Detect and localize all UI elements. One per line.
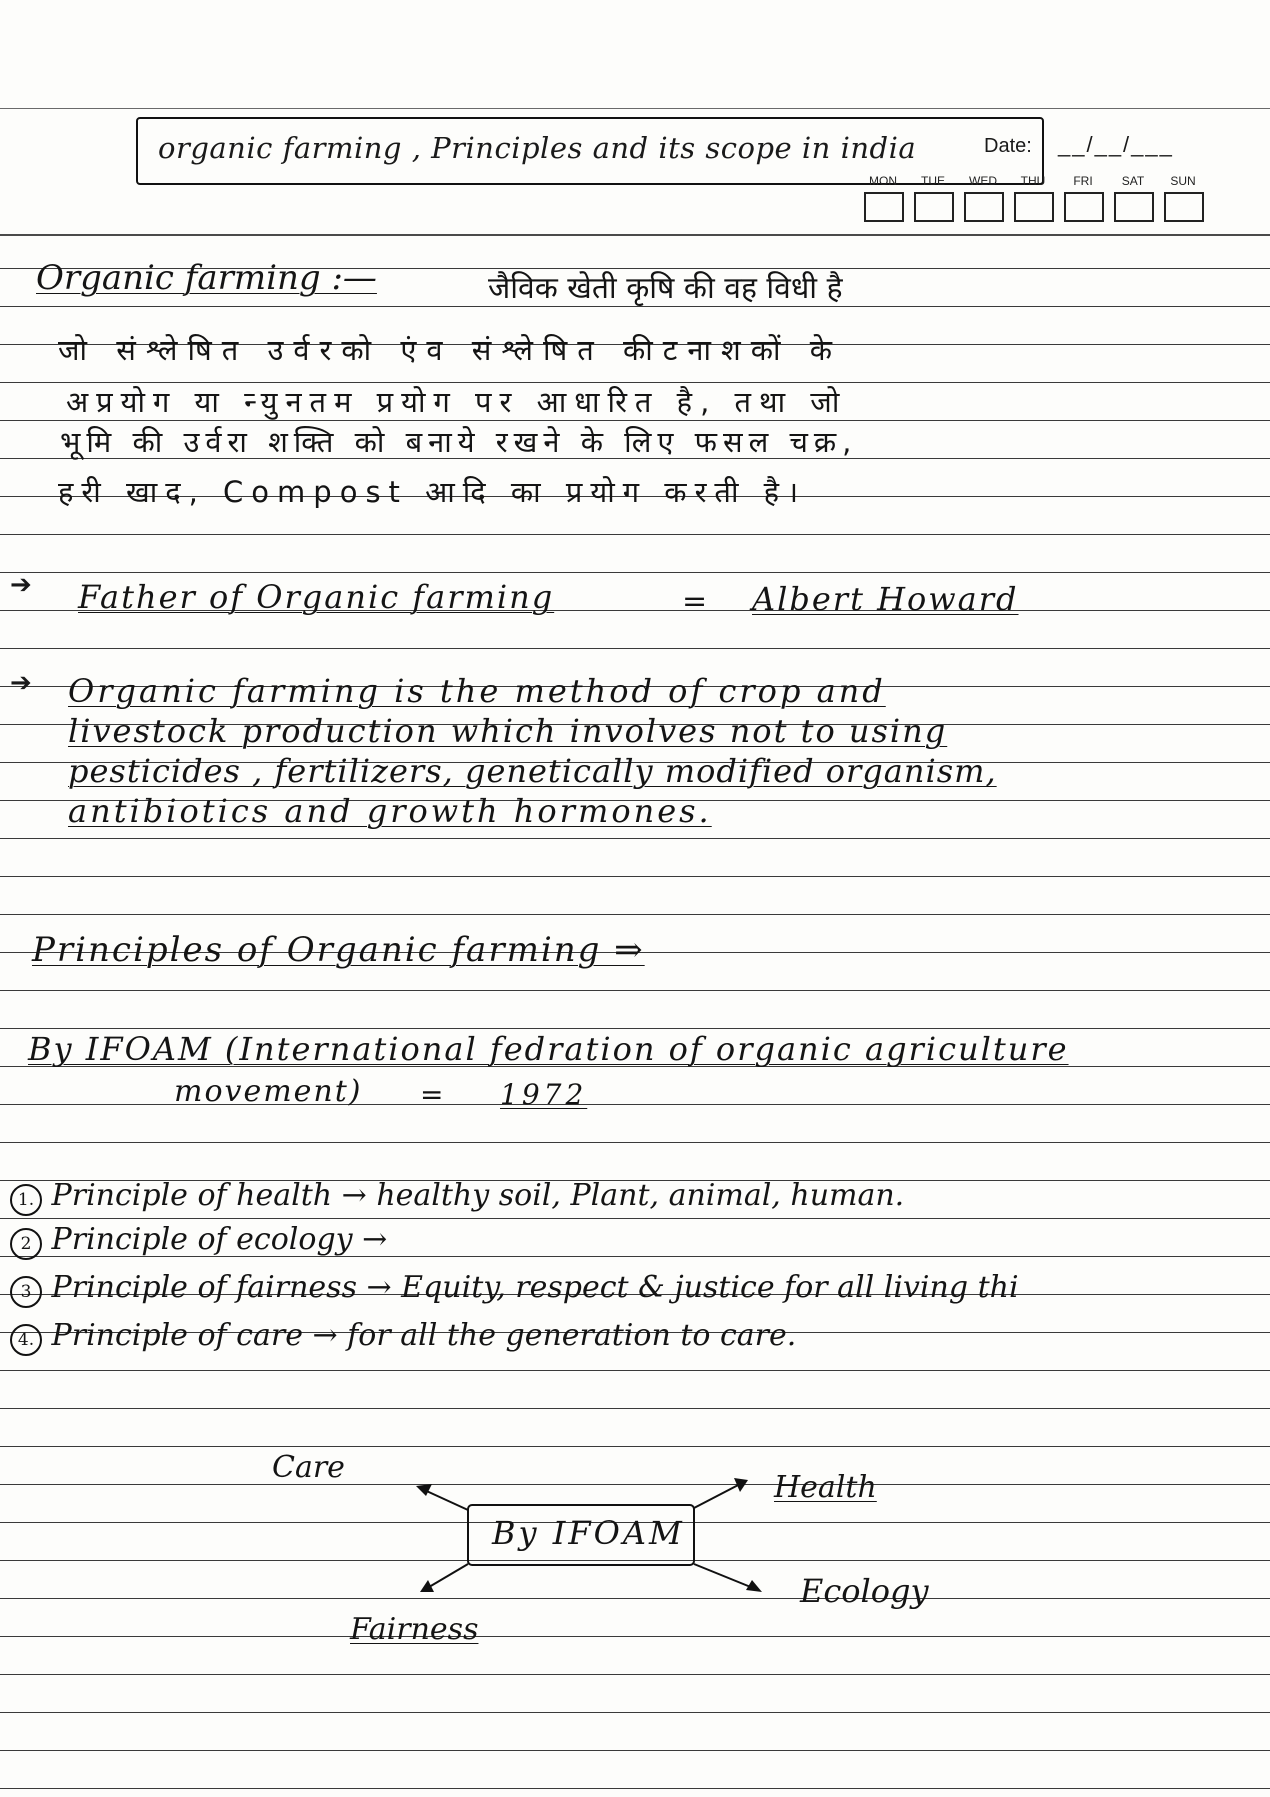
day-label-sun: SUN <box>1170 174 1196 188</box>
principle-number: 4. <box>10 1324 42 1356</box>
method-line: Organic farming is the method of crop and <box>68 672 886 710</box>
definition-line: जो संश्लेषित उर्वरको एंव संश्लेषित कीटनाशकों के <box>58 333 842 367</box>
date-label: Date: <box>984 135 1032 157</box>
arrowhead-ecology-icon <box>746 1580 762 1592</box>
day-label-fri: FRI <box>1073 174 1093 188</box>
ifoam-equals: = <box>420 1078 444 1111</box>
father-label: Father of Organic farming <box>78 578 555 616</box>
principle-text: Principle of health → healthy soil, Plant, animal, human. <box>51 1178 905 1213</box>
diagram-ecology-label: Ecology <box>800 1572 929 1610</box>
bullet-arrow-icon: ➔ <box>10 570 32 600</box>
day-label-thu: THU <box>1020 174 1046 188</box>
method-line: livestock production which involves not to using <box>68 712 948 750</box>
date-field: __/__/___ <box>1058 132 1174 157</box>
day-label-mon: MON <box>869 174 897 188</box>
principle-number: 3 <box>10 1276 42 1308</box>
definition-line: भूमि की उर्वरा शक्ति को बनाये रखने के लिए फसल चक्र, <box>60 425 858 459</box>
day-label-sat: SAT <box>1121 174 1145 188</box>
definition-heading: Organic farming :— <box>36 258 377 298</box>
principle-number: 1. <box>10 1184 42 1216</box>
father-equals: = <box>682 584 708 619</box>
diagram-health-label: Health <box>774 1470 877 1505</box>
day-label-tue: TUE <box>921 174 945 188</box>
ifoam-movement: movement) <box>174 1074 363 1109</box>
method-line: antibiotics and growth hormones. <box>68 792 712 830</box>
definition-line: जैविक खेती कृषि की वह विधी है <box>488 271 843 306</box>
diagram-fairness-label: Fairness <box>350 1612 479 1647</box>
principle-number: 2 <box>10 1228 42 1260</box>
definition-line: हरी खाद, Compost आदि का प्रयोग करती है। <box>58 475 807 509</box>
principle-text: Principle of fairness → Equity, respect & justice for all living thi <box>51 1270 1019 1305</box>
page-title: organic farming , Principles and its scope in india <box>158 131 917 165</box>
diagram-care-label: Care <box>272 1450 345 1485</box>
ifoam-line: By IFOAM (International fedration of organic agriculture <box>28 1030 1069 1068</box>
day-label-wed: WED <box>969 174 997 188</box>
principles-heading: Principles of Organic farming ⇒ <box>32 930 645 970</box>
father-name: Albert Howard <box>752 580 1019 618</box>
arrowhead-care-icon <box>416 1484 432 1496</box>
principle-text: Principle of ecology → <box>51 1222 388 1257</box>
ifoam-year: 1972 <box>500 1078 588 1111</box>
bullet-arrow-icon: ➔ <box>10 668 32 698</box>
method-line: pesticides , fertilizers, genetically modified organism, <box>68 752 997 790</box>
principle-text: Principle of care → for all the generation to care. <box>51 1318 797 1353</box>
definition-line: अप्रयोग या न्युनतम प्रयोग पर आधारित है, तथा जो <box>66 385 848 419</box>
diagram-center-label: By IFOAM <box>492 1514 685 1552</box>
arrow-to-health <box>694 1482 744 1508</box>
